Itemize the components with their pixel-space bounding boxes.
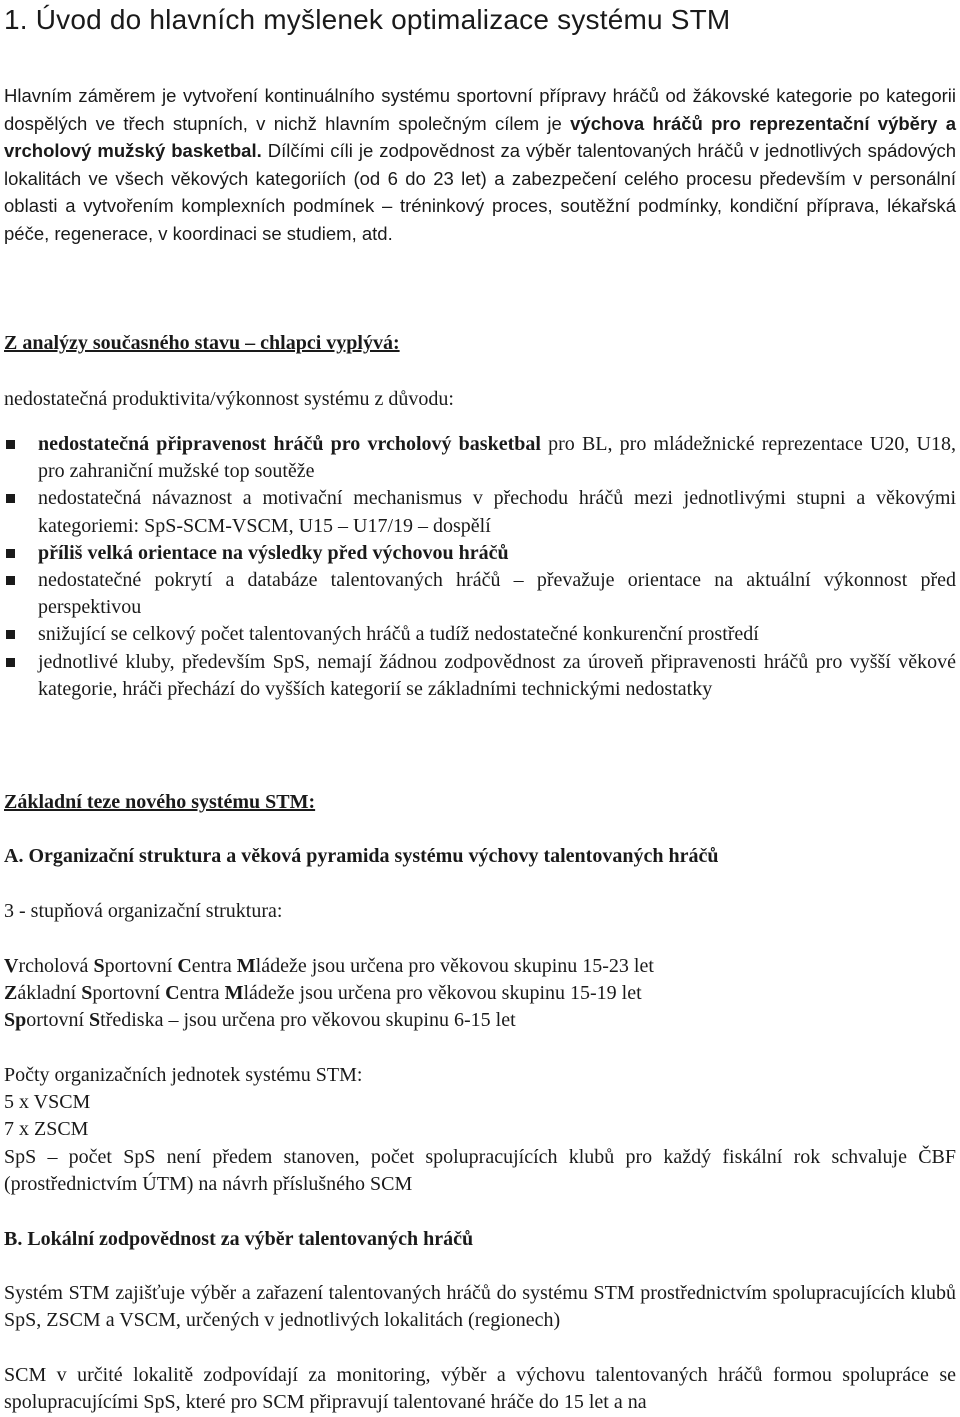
- intro-text-end: Dílčími cíli je zodpovědnost za výběr talentovaných hráčů v jednotlivých spádových lokalitách ve všech věkových kategoriích (od 6 do 23 let) a zabezpečení celého procesu především v personální oblasti a vytvořením komplexních podmínek – tréninkový proces, soutěžní podmínky, kondiční příprava, lékařská péče, regenerace, v koordinaci se studiem, atd.: [4, 140, 957, 244]
- bullet-square-icon: [6, 658, 15, 667]
- level-text: ákladní: [17, 982, 82, 1005]
- level-text: ládeže jsou určena pro věkovou skupinu 15-23 let: [255, 955, 654, 977]
- list-item: nedostatečná návaznost a motivační mechanismus v přechodu hráčů mezi jednotlivými stupni a věkovými kategoriemi: SpS-SCM-VSCM, U15 – U17/19 – dospělí: [4, 485, 956, 539]
- analysis-list: [4, 431, 956, 703]
- counts-lead: Počty organizačních jednotek systému STM:: [4, 1064, 363, 1086]
- bullet-square-icon: [6, 494, 15, 503]
- intro-paragraph: [4, 82, 956, 247]
- level-text: entra: [191, 955, 237, 977]
- level-initial: M: [224, 982, 244, 1005]
- level-initial: C: [177, 955, 192, 977]
- level-initial: S: [81, 982, 93, 1005]
- list-item: jednotlivé kluby, především SpS, nemají žádnou zodpovědnost za úroveň připravenosti hráčů pro vyšší věkové kategorie, hráči přechází do vyšších kategorií se základními technickými nedostatky: [4, 649, 956, 703]
- intro-text-start: Hlavním záměrem je vytvoření kontinuálního systému sportovní přípravy hráčů od žákovské kategorie po kategorii dospělých ve třech stupních, v nichž hlavním společným cílem je: [4, 85, 956, 134]
- analysis-lead: nedostatečná produktivita/výkonnost systému z důvodu:: [4, 388, 454, 410]
- section-b-paragraph-1: Systém STM zajišťuje výběr a zařazení talentovaných hráčů do systému STM prostřednictvím spolupracujících klubů SpS, ZSCM a VSCM, určených v jednotlivých lokalitách (regionech): [4, 1282, 956, 1332]
- level-text: třediska – jsou určena pro věkovou skupinu 6-15 let: [100, 1009, 516, 1032]
- level-text: portovní: [104, 955, 178, 977]
- level-initial: Z: [4, 982, 18, 1005]
- level-vscm: [4, 953, 956, 980]
- level-text: entra: [179, 982, 225, 1005]
- page-title: 1. Úvod do hlavních myšlenek optimalizace systému STM: [4, 4, 731, 35]
- level-text: portovní: [92, 982, 166, 1005]
- theses-heading: Základní teze nového systému STM:: [4, 791, 316, 813]
- level-list: [4, 953, 956, 1035]
- list-item: příliš velká orientace na výsledky před výchovou hráčů: [4, 540, 956, 567]
- level-text: ortovní: [26, 1009, 90, 1032]
- section-b-paragraph-2: SCM v určité lokalitě zodpovídají za monitoring, výběr a výchovu talentovaných hráčů formou spolupráce se spolupracujícími SpS, které pro SCM připravují talentované hráče do 15 let a na: [4, 1364, 956, 1414]
- level-initial: S: [89, 1009, 101, 1032]
- level-text: rcholová: [18, 955, 94, 977]
- structure-lead: 3 - stupňová organizační struktura:: [4, 900, 283, 922]
- level-text: ládeže jsou určena pro věkovou skupinu 15-19 let: [243, 982, 642, 1005]
- level-initial: S: [93, 955, 105, 977]
- level-sps: [4, 1007, 956, 1034]
- section-a-heading: A. Organizační struktura a věková pyramida systému výchovy talentovaných hráčů: [4, 845, 719, 867]
- bullet-square-icon: [6, 630, 15, 639]
- section-b-heading: B. Lokální zodpovědnost za výběr talentovaných hráčů: [4, 1228, 474, 1250]
- counts-block: [4, 1062, 956, 1198]
- level-initial: V: [4, 955, 19, 977]
- bullet-square-icon: [6, 440, 15, 449]
- level-initial: C: [165, 982, 180, 1005]
- list-item: nedostatečné pokrytí a databáze talentovaných hráčů – převažuje orientace na aktuální výkonnost před perspektivou: [4, 567, 956, 621]
- intro-main-goal: výchova hráčů pro reprezentační výběry a vrcholový mužský basketbal.: [4, 112, 957, 161]
- level-initial: M: [236, 955, 256, 977]
- count-zscm: 7 x ZSCM: [4, 1118, 89, 1141]
- level-initial: Sp: [4, 1009, 27, 1032]
- bullet-square-icon: [6, 576, 15, 585]
- sps-text: SpS – počet SpS není předem stanoven, počet spolupracujících klubů pro každý fiskální rok schvaluje ČBF (prostřednictvím ÚTM) na návrh příslušného SCM: [4, 1145, 956, 1195]
- list-item: nedostatečná připravenost hráčů pro vrcholový basketbal pro BL, pro mládežnické reprezentace U20, U18, pro zahraniční mužské top soutěže: [4, 431, 956, 485]
- count-vscm: 5 x VSCM: [4, 1091, 91, 1114]
- analysis-heading: Z analýzy současného stavu – chlapci vyplývá:: [4, 332, 400, 354]
- list-item: snižující se celkový počet talentovaných hráčů a tudíž nedostatečné konkurenční prostředí: [4, 621, 956, 648]
- bullet-square-icon: [6, 549, 15, 558]
- level-zscm: [4, 980, 956, 1007]
